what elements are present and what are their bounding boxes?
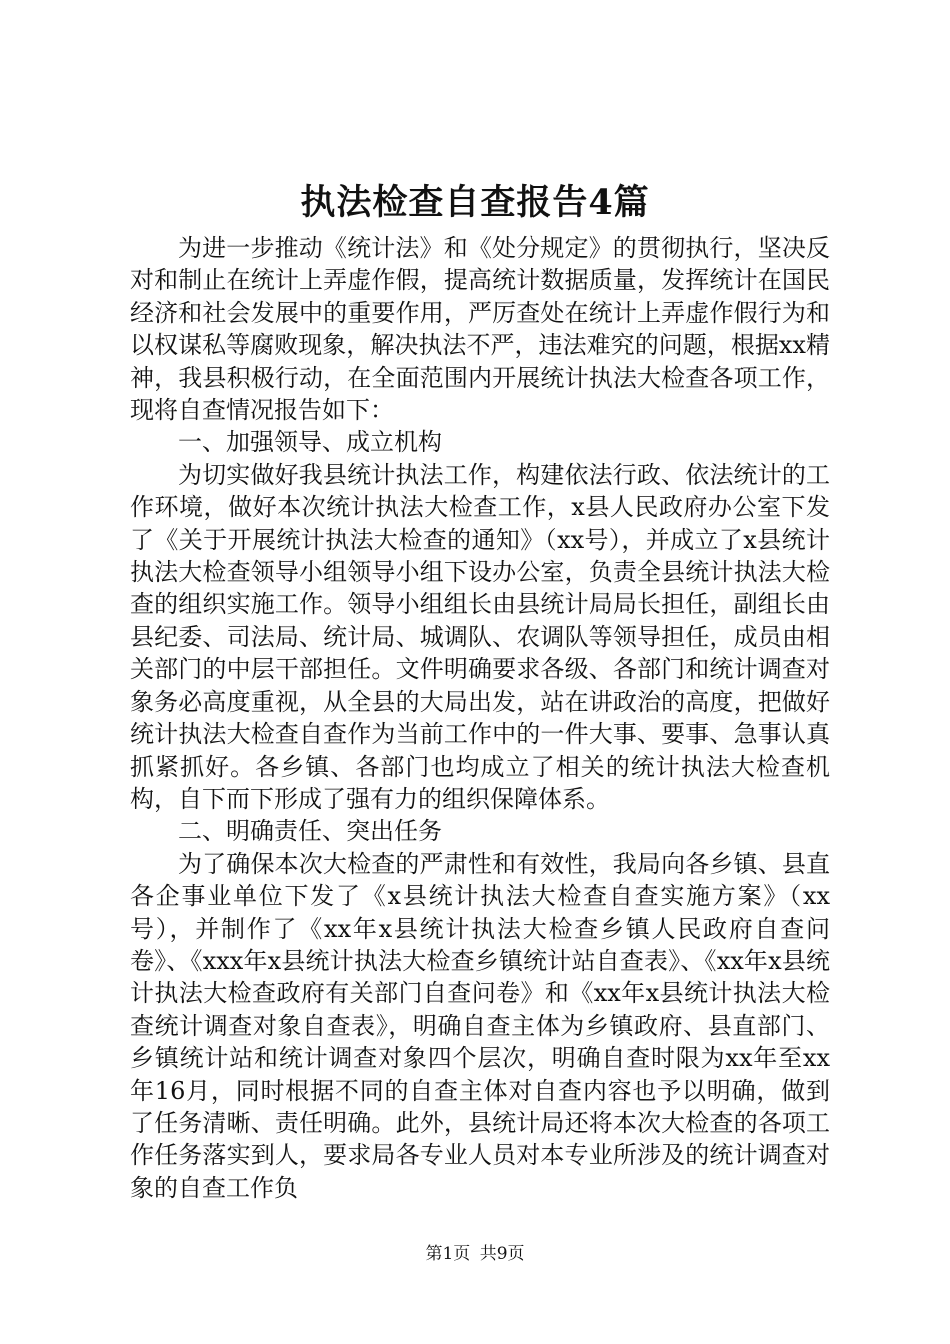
page-number: 第1页	[425, 1244, 471, 1264]
section-paragraph-1: 为切实做好我县统计执法工作，构建依法行政、依法统计的工作环境，做好本次统计执法大检查工作，x县人民政府办公室下发了《关于开展统计执法大检查的通知》（xx号），并成立了x县统计执法大检查领导小组领导小组下设办公室，负责全县统计执法大检查的组织实施工作。领导小组组长由县统计局局长担任，副组长由县纪委、司法局、统计局、城调队、农调队等领导担任，成员由相关部门的中层干部担任。文件明确要求各级、各部门和统计调查对象务必高度重视，从全县的大局出发，站在讲政治的高度，把做好统计执法大检查自查作为当前工作中的一件大事、要事、急事认真抓紧抓好。各乡镇、各部门也均成立了相关的统计执法大检查机构，自下而下形成了强有力的组织保障体系。	[130, 460, 830, 813]
section-heading-1: 一、加强领导、成立机构	[178, 428, 442, 457]
document-title: 执法检查自查报告4篇	[300, 182, 650, 223]
intro-paragraph: 为进一步推动《统计法》和《处分规定》的贯彻执行，坚决反对和制止在统计上弄虚作假，提高统计数据质量，发挥统计在国民经济和社会发展中的重要作用，严厉查处在统计上弄虚作假行为和以权谋私等腐败现象，解决执法不严，违法难究的问题，根据xx精神，我县积极行动，在全面范围内开展统计执法大检查各项工作，现将自查情况报告如下：	[130, 234, 830, 425]
page-total: 共9页	[479, 1244, 525, 1264]
section-paragraph-2: 为了确保本次大检查的严肃性和有效性，我局向各乡镇、县直各企事业单位下发了《x县统计执法大检查自查实施方案》（xx号），并制作了《xx年x县统计执法大检查乡镇人民政府自查问卷》、《xxx年x县统计执法大检查乡镇统计站自查表》、《xx年x县统计执法大检查政府有关部门自查问卷》和《xx年x县统计执法大检查统计调查对象自查表》，明确自查主体为乡镇政府、县直部门、乡镇统计站和统计调查对象四个层次，明确自查时限为xx年至xx年16月，同时根据不同的自查主体对自查内容也予以明确，做到了任务清晰、责任明确。此外，县统计局还将本次大检查的各项工作任务落实到人，要求局各专业人员对本专业所涉及的统计调查对象的自查工作负	[130, 849, 830, 1202]
page-footer	[0, 1242, 950, 1266]
section-heading-2: 二、明确责任、突出任务	[178, 817, 442, 846]
document-body	[130, 232, 830, 1204]
